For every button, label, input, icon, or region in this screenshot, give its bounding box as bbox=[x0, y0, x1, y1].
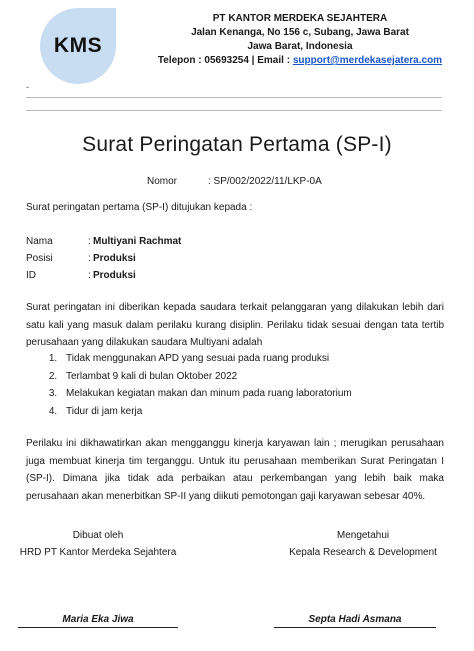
recipient-id-value: Produksi bbox=[93, 270, 136, 281]
right-sign-caption: Mengetahui bbox=[336, 530, 390, 541]
company-name: PT KANTOR MERDEKA SEJAHTERA bbox=[212, 13, 388, 24]
paragraph-consequence: Perilaku ini dikhawatirkan akan mengganggu kinerja karyawan lain ; merugikan perusahaan juga membuat kinerja tim terganggu. Untuk itu perusahaan memberikan Surat Peringatan I (SP-I). Dimana jika tidak ada perbaikan atau perkembangan yang lebih baik maka perusahaan akan menerbitkan SP-II yang diikuti pemotongan gaji karyawan sebesar 40%. bbox=[26, 438, 444, 502]
list-item: 4. Tidur di jam kerja bbox=[60, 403, 352, 421]
letter-title: Surat Peringatan Pertama (SP-I) bbox=[82, 133, 392, 156]
list-item: 3. Melakukan kegiatan makan dan minum pada ruang laboratorium bbox=[60, 385, 352, 403]
email-link[interactable]: support@merdekasejatera.com bbox=[292, 55, 443, 66]
divider-line-bottom bbox=[26, 110, 442, 111]
divider-line-top bbox=[26, 97, 442, 98]
divider-mark: - bbox=[26, 82, 29, 92]
recipient-name-label: Nama bbox=[26, 236, 53, 247]
left-signatory-name: Maria Eka Jiwa bbox=[18, 613, 178, 628]
right-sign-role: Kepala Research & Development bbox=[289, 547, 437, 558]
right-signatory-name: Septa Hadi Asmana bbox=[274, 613, 436, 628]
recipient-id-label: ID bbox=[26, 270, 36, 281]
company-address-line2: Jawa Barat, Indonesia bbox=[247, 41, 353, 52]
recipient-id-colon: : bbox=[88, 270, 91, 281]
paragraph-violation-intro: Surat peringatan ini diberikan kepada saudara terkait pelanggaran yang dilakukan lebih dari satu kali yang masuk dalam perilaku kurang disiplin. Perilaku tidak sesuai dengan tata tertib perusahaan yang dilakukan saudara Multiyani adalah bbox=[26, 302, 444, 349]
nomor-value: : SP/002/2022/11/LKP-0A bbox=[208, 176, 322, 187]
list-item: 2. Terlambat 9 kali di bulan Oktober 2022 bbox=[60, 368, 352, 386]
recipient-name-colon: : bbox=[88, 236, 91, 247]
recipient-position-value: Produksi bbox=[93, 253, 136, 264]
recipient-name-value: Multiyani Rachmat bbox=[93, 236, 182, 247]
list-item: 1. Tidak menggunakan APD yang sesuai pada ruang produksi bbox=[60, 350, 352, 368]
left-sign-caption: Dibuat oleh bbox=[72, 530, 124, 541]
nomor-label: Nomor bbox=[147, 176, 178, 187]
violations-list bbox=[26, 350, 352, 420]
company-address-line1: Jalan Kenanga, No 156 c, Subang, Jawa Barat bbox=[191, 27, 409, 38]
company-contact bbox=[130, 54, 470, 68]
company-header bbox=[130, 12, 470, 68]
logo-text: KMS bbox=[53, 34, 103, 57]
recipient-position-colon: : bbox=[88, 253, 91, 264]
company-logo bbox=[40, 8, 116, 84]
intro-text: Surat peringatan pertama (SP-I) ditujukan kepada : bbox=[26, 202, 253, 213]
left-sign-role: HRD PT Kantor Merdeka Sejahtera bbox=[19, 547, 177, 558]
recipient-position-label: Posisi bbox=[26, 253, 53, 264]
contact-phone: Telepon : 05693254 | Email : bbox=[157, 55, 293, 66]
